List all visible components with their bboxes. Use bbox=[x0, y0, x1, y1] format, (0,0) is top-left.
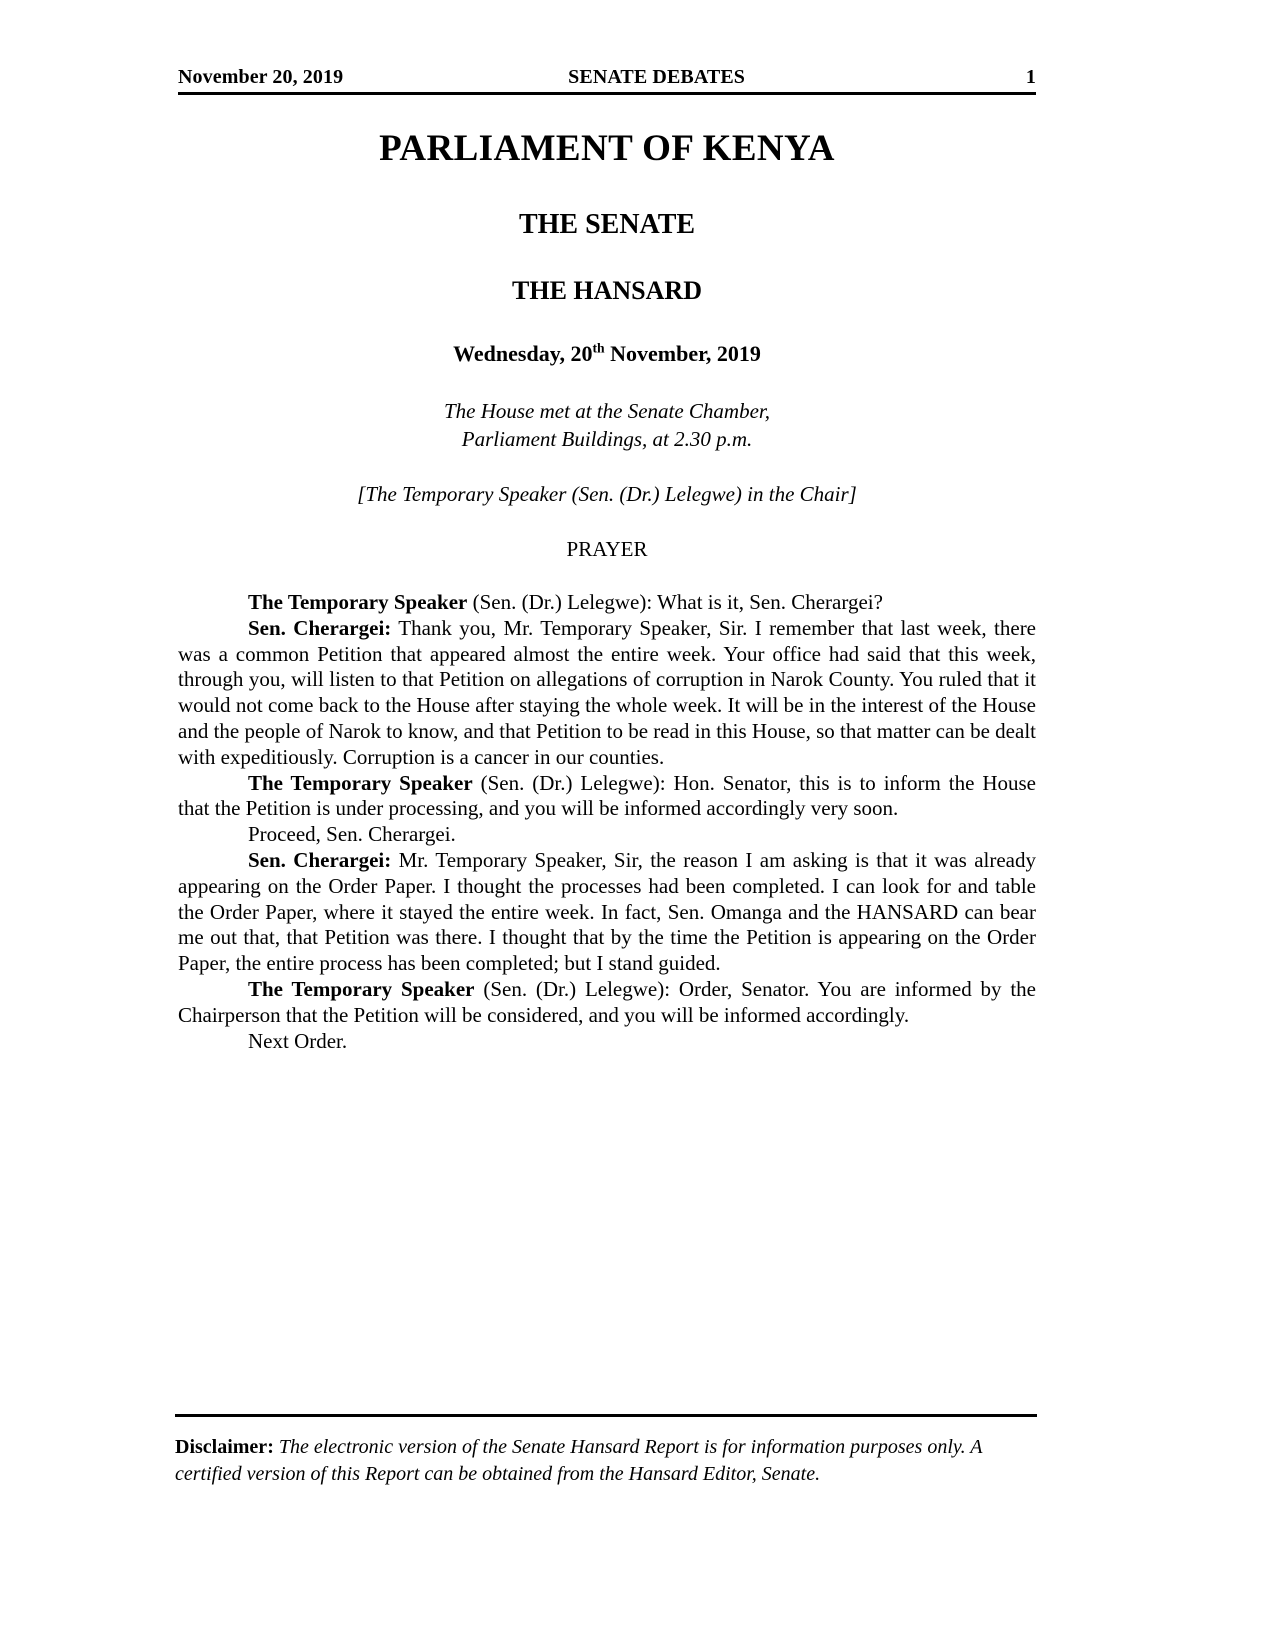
debate-paragraph bbox=[178, 771, 1036, 823]
publication-title: THE HANSARD bbox=[512, 275, 702, 305]
debate-paragraph bbox=[178, 848, 1036, 977]
debate-paragraph bbox=[178, 590, 1036, 616]
disclaimer-text: The electronic version of the Senate Hansard Report is for information purposes only. A certified version of this Report can be obtained from the Hansard Editor, Senate. bbox=[175, 1436, 983, 1485]
footer-divider bbox=[175, 1414, 1037, 1417]
disclaimer bbox=[175, 1434, 1037, 1488]
house-title: THE SENATE bbox=[518, 208, 696, 240]
speaker-name: Sen. Cherargei: bbox=[248, 615, 392, 640]
header-title: SENATE DEBATES bbox=[568, 66, 746, 88]
speech-text: Proceed, Sen. Cherargei. bbox=[248, 822, 456, 847]
page-title: PARLIAMENT OF KENYA bbox=[379, 128, 835, 169]
speech-text: Thank you, Mr. Temporary Speaker, Sir. I remember that last week, there was a common Petition that appeared almost the entire week. Your office had said that this week, through you, will listen to that Petition on allegations of corruption in Narok County. You ruled that it would not come back to the House after staying the whole week. It will be in the interest of the House and the people of Narok to know, and that Petition to be read in this House, so that matter can be dealt with expeditiously. Corruption is a cancer in our counties. bbox=[178, 615, 1037, 769]
debate-paragraph bbox=[178, 822, 1036, 848]
speaker-name: The Temporary Speaker bbox=[248, 590, 468, 614]
meeting-line-2: Parliament Buildings, at 2.30 p.m. bbox=[461, 426, 753, 451]
header-date: November 20, 2019 bbox=[178, 66, 344, 88]
running-header bbox=[178, 66, 1036, 95]
meeting-line-1: The House met at the Senate Chamber, bbox=[443, 398, 771, 423]
speech-text: (Sen. (Dr.) Lelegwe): What is it, Sen. Cherargei? bbox=[467, 590, 883, 614]
debate-body bbox=[178, 590, 1036, 1054]
speech-text: Mr. Temporary Speaker, Sir, the reason I am asking is that it was already appearing on the Order Paper. I thought the processes had been completed. I can look for and table the Order Paper, where it stayed the entire week. In fact, Sen. Omanga and the HANSARD can bear me out that, that Petition was there. I thought that by the time the Petition is appearing on the Order Paper, the entire process has been completed; but I stand guided. bbox=[178, 847, 1036, 976]
sitting-date-suffix: November, 2019 bbox=[604, 340, 761, 366]
speaker-name: The Temporary Speaker bbox=[248, 770, 473, 795]
prayer-heading: PRAYER bbox=[566, 536, 648, 561]
debate-paragraph bbox=[178, 977, 1036, 1029]
header-page-number: 1 bbox=[1025, 66, 1036, 88]
speech-text: (Sen. (Dr.) Lelegwe): Hon. Senator, this is to inform the House that the Petition is under processing, and you will be informed accordingly very soon. bbox=[178, 770, 1036, 821]
chair-note: [The Temporary Speaker (Sen. (Dr.) Lelegwe) in the Chair] bbox=[357, 482, 857, 507]
sitting-date-ordinal: th bbox=[592, 340, 605, 356]
speaker-name: Sen. Cherargei: bbox=[248, 847, 392, 872]
title-block bbox=[178, 128, 1036, 562]
disclaimer-label: Disclaimer: bbox=[175, 1436, 274, 1458]
debate-paragraph bbox=[178, 1029, 1036, 1055]
debate-paragraph bbox=[178, 616, 1036, 771]
speech-text: Next Order. bbox=[248, 1028, 348, 1053]
meeting-note bbox=[178, 366, 1036, 453]
speech-text: (Sen. (Dr.) Lelegwe): Order, Senator. You are informed by the Chairperson that the Petition will be considered, and you will be informed accordingly. bbox=[178, 976, 1036, 1027]
speaker-name: The Temporary Speaker bbox=[248, 976, 475, 1001]
sitting-date bbox=[178, 306, 1036, 366]
sitting-date-prefix: Wednesday, 20 bbox=[453, 340, 593, 366]
